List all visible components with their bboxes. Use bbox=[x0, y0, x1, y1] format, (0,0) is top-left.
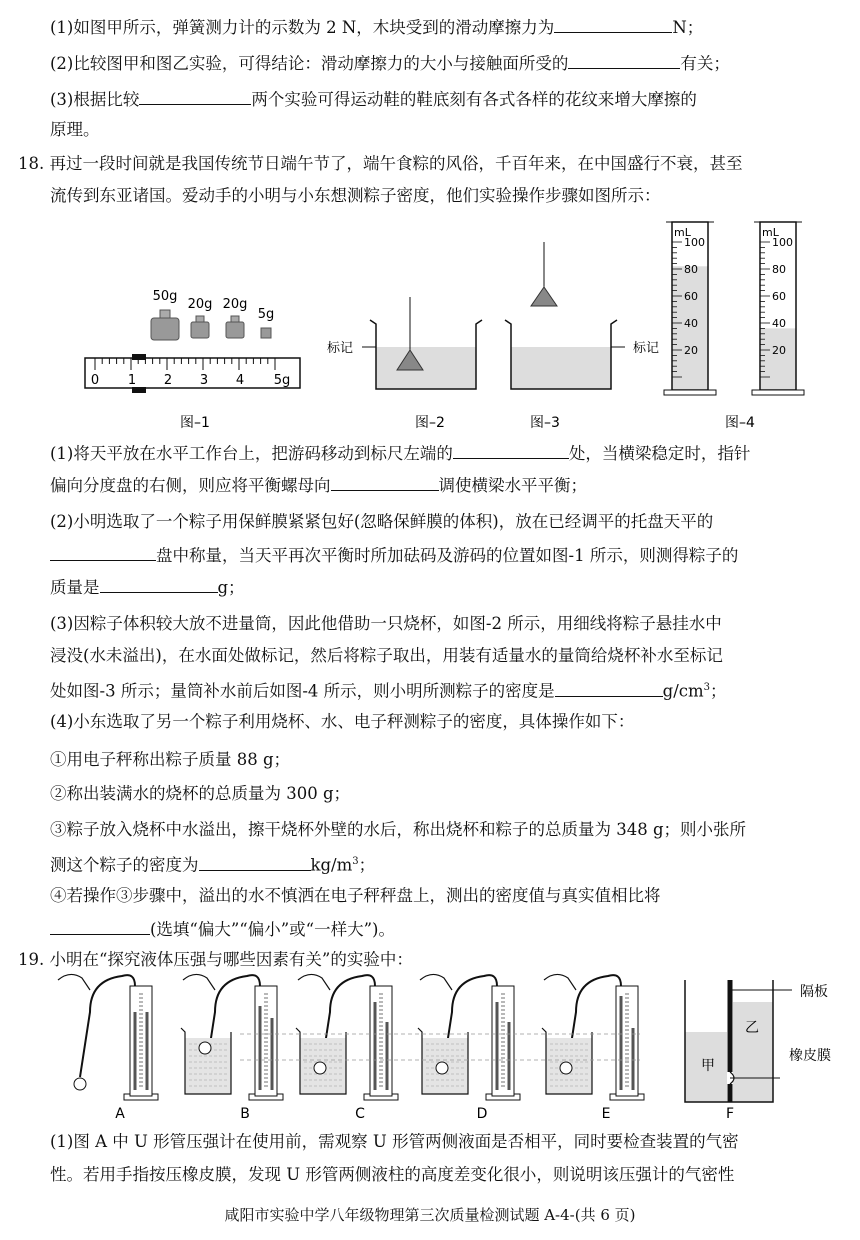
side-yi-label: 乙 bbox=[745, 1020, 759, 1036]
label-d: D bbox=[476, 1106, 488, 1122]
tick-label-5g: 5g bbox=[273, 373, 291, 388]
weight-label-20g-b: 20g bbox=[222, 297, 248, 312]
q18-s1-tail: 处，当横梁稳定时，指针 bbox=[568, 444, 751, 463]
q18-s4-step3a: ③粽子放入烧杯中水溢出，擦干烧杯外壁的水后，称出烧杯和粽子的总质量为 348 g；则小张所 bbox=[50, 820, 747, 839]
q17-line-2 bbox=[50, 50, 730, 76]
tick-label-1: 1 bbox=[127, 373, 137, 388]
answer-blank[interactable] bbox=[555, 678, 663, 697]
answer-blank[interactable] bbox=[199, 852, 311, 871]
q18-s3-line-2: 浸没(水未溢出)，在水面处做标记，然后将粽子取出，用装有适量水的量筒给烧杯补水至标记 bbox=[50, 646, 723, 665]
svg-text:20: 20 bbox=[684, 344, 698, 357]
beaker-fig-3 bbox=[505, 242, 659, 389]
pressure-gauge bbox=[58, 974, 158, 1100]
svg-text:mL: mL bbox=[762, 226, 779, 239]
pressure-gauge bbox=[296, 974, 398, 1100]
cylinder-after bbox=[752, 222, 804, 395]
weight-label-5g: 5g bbox=[257, 307, 275, 322]
q18-s4-step1: ①用电子秤称出粽子质量 88 g； bbox=[50, 750, 291, 769]
weight-20g-b bbox=[226, 322, 244, 338]
label-c: C bbox=[355, 1106, 365, 1122]
weight-20g-a bbox=[191, 322, 209, 338]
answer-blank[interactable] bbox=[568, 50, 680, 69]
tick-label-2: 2 bbox=[163, 373, 173, 388]
cylinder-before bbox=[664, 222, 716, 395]
label-b: B bbox=[240, 1106, 250, 1122]
rider-top bbox=[132, 354, 146, 360]
side-jia-label: 甲 bbox=[701, 1058, 715, 1074]
q18-s1-text2: 偏向分度盘的右侧，则应将平衡螺母向 bbox=[50, 476, 331, 495]
q17-p1-unit: N； bbox=[672, 18, 704, 37]
balance-scale bbox=[85, 354, 300, 393]
q18-s3-line-3 bbox=[50, 676, 727, 704]
svg-text:40: 40 bbox=[684, 317, 698, 330]
svg-text:60: 60 bbox=[684, 290, 698, 303]
caption-fig-4: 图–4 bbox=[725, 415, 755, 431]
caption-fig-3: 图–3 bbox=[530, 415, 560, 431]
label-f: F bbox=[725, 1106, 735, 1122]
q18-s4-text: 测这个粽子的密度为 bbox=[50, 855, 199, 875]
pressure-gauge bbox=[418, 974, 520, 1100]
q18-s4-choice: (选填“偏大”“偏小”或“一样大”)。 bbox=[150, 920, 395, 939]
q18-s1-tail2: 调使横梁水平平衡； bbox=[438, 476, 587, 495]
q19-intro: 19. 小明在“探究液体压强与哪些因素有关”的实验中： bbox=[18, 950, 413, 969]
label-e: E bbox=[601, 1106, 611, 1122]
q18-s4-sup: 3 bbox=[352, 856, 359, 867]
svg-text:40: 40 bbox=[772, 317, 786, 330]
mark-label-2: 标记 bbox=[326, 341, 354, 356]
tick-label-0: 0 bbox=[90, 373, 100, 388]
q18-s4-step4b bbox=[50, 916, 395, 942]
beaker-fig-2 bbox=[327, 297, 482, 389]
answer-blank[interactable] bbox=[554, 14, 672, 33]
q17-line-3 bbox=[50, 86, 697, 112]
q17-p1-text: (1)如图甲所示，弹簧测力计的示数为 2 N，木块受到的滑动摩擦力为 bbox=[50, 18, 555, 37]
q18-s4-step4a: ④若操作③步骤中，溢出的水不慎洒在电子秤秤盘上，测出的密度值与真实值相比将 bbox=[50, 886, 661, 905]
svg-text:80: 80 bbox=[684, 263, 698, 276]
container-f bbox=[685, 980, 831, 1102]
caption-fig-2: 图–2 bbox=[415, 415, 445, 431]
tick-label-4: 4 bbox=[235, 373, 245, 388]
answer-blank[interactable] bbox=[331, 472, 439, 491]
partition-label: 隔板 bbox=[800, 984, 828, 1000]
q17-line-1 bbox=[50, 14, 703, 40]
q18-s2-text: 盘中称量，当天平再次平衡时所加砝码及游码的位置如图-1 所示，则测得粽子的 bbox=[156, 546, 739, 565]
q19-figure bbox=[40, 972, 840, 1124]
q18-s2-text2: 质量是 bbox=[50, 578, 100, 597]
tick-label-3: 3 bbox=[199, 373, 209, 388]
q18-s4-unit: kg/m bbox=[310, 855, 353, 875]
q18-intro-2: 流传到东亚诸国。爱动手的小明与小东想测粽子密度，他们实验操作步骤如图所示： bbox=[50, 186, 661, 205]
q18-s3-text: 处如图-3 所示；量筒补水前后如图-4 所示，则小明所测粽子的密度是 bbox=[50, 681, 555, 701]
svg-text:60: 60 bbox=[772, 290, 786, 303]
q17-line-4: 原理。 bbox=[50, 120, 100, 139]
q18-s1-line-2 bbox=[50, 472, 587, 498]
caption-fig-1: 图–1 bbox=[180, 415, 210, 431]
q18-s2-unit: g； bbox=[217, 578, 245, 597]
membrane-label: 橡皮膜 bbox=[789, 1048, 831, 1064]
q18-s3-line-1: (3)因粽子体积较大放不进量筒，因此他借助一只烧杯，如图-2 所示，用细线将粽子悬挂水中 bbox=[50, 614, 722, 633]
q18-s4-step2: ②称出装满水的烧杯的总质量为 300 g； bbox=[50, 784, 351, 803]
q19-p1-line-2: 性。若用手指按压橡皮膜，发现 U 形管两侧液柱的高度差变化很小，则说明该压强计的气密性 bbox=[50, 1165, 735, 1184]
answer-blank[interactable] bbox=[453, 440, 569, 459]
q18-s4-step3b bbox=[50, 850, 375, 878]
q18-s2-line-2 bbox=[50, 542, 738, 568]
svg-text:100: 100 bbox=[684, 236, 705, 249]
q18-s1-text: (1)将天平放在水平工作台上，把游码移动到标尺左端的 bbox=[50, 444, 453, 463]
q18-figure bbox=[60, 212, 840, 434]
q18-s3-end: ； bbox=[710, 681, 727, 701]
svg-text:80: 80 bbox=[772, 263, 786, 276]
q17-p2-tail: 有关； bbox=[680, 54, 730, 73]
pressure-gauge bbox=[181, 974, 283, 1100]
q17-p2-text: (2)比较图甲和图乙实验，可得结论：滑动摩擦力的大小与接触面所受的 bbox=[50, 54, 569, 73]
q18-s3-sup: 3 bbox=[703, 682, 711, 693]
q18-s2-line-3 bbox=[50, 574, 245, 600]
weight-label-50g: 50g bbox=[152, 289, 178, 304]
svg-text:100: 100 bbox=[772, 236, 793, 249]
q18-s1-line-1 bbox=[50, 440, 750, 466]
q19-p1-line-1: (1)图 A 中 U 形管压强计在使用前，需观察 U 形管两侧液面是否相平，同时要检查装置的气密 bbox=[50, 1132, 739, 1151]
svg-text:20: 20 bbox=[772, 344, 786, 357]
weight-label-20g-a: 20g bbox=[187, 297, 213, 312]
answer-blank[interactable] bbox=[139, 86, 251, 105]
answer-blank[interactable] bbox=[50, 542, 156, 561]
q17-p3-text: (3)根据比较 bbox=[50, 90, 140, 109]
q18-intro-1: 18. 再过一段时间就是我国传统节日端午节了，端午食粽的风俗，千百年来，在中国盛行不衰，甚至 bbox=[18, 154, 743, 173]
answer-blank[interactable] bbox=[50, 916, 150, 935]
q17-p3-tail: 两个实验可得运动鞋的鞋底刻有各式各样的花纹来增大摩擦的 bbox=[251, 90, 697, 109]
page-footer: 咸阳市实验中学八年级物理第三次质量检测试题 A-4-(共 6 页) bbox=[224, 1206, 636, 1224]
weight-5g bbox=[261, 328, 271, 338]
q18-s4-intro: (4)小东选取了另一个粽子利用烧杯、水、电子秤测粽子的密度，具体操作如下： bbox=[50, 712, 635, 731]
answer-blank[interactable] bbox=[100, 574, 218, 593]
weight-50g bbox=[151, 318, 179, 340]
pressure-gauge bbox=[542, 974, 644, 1100]
q18-s2-line-1: (2)小明选取了一个粽子用保鲜膜紧紧包好(忽略保鲜膜的体积)，放在已经调平的托盘天平的 bbox=[50, 512, 714, 531]
q18-s4-end: ； bbox=[358, 855, 376, 875]
svg-text:mL: mL bbox=[674, 226, 691, 239]
label-a: A bbox=[115, 1106, 125, 1122]
weights-group bbox=[151, 289, 274, 340]
mark-label-3: 标记 bbox=[632, 341, 660, 356]
q18-s3-unit: g/cm bbox=[662, 681, 704, 701]
